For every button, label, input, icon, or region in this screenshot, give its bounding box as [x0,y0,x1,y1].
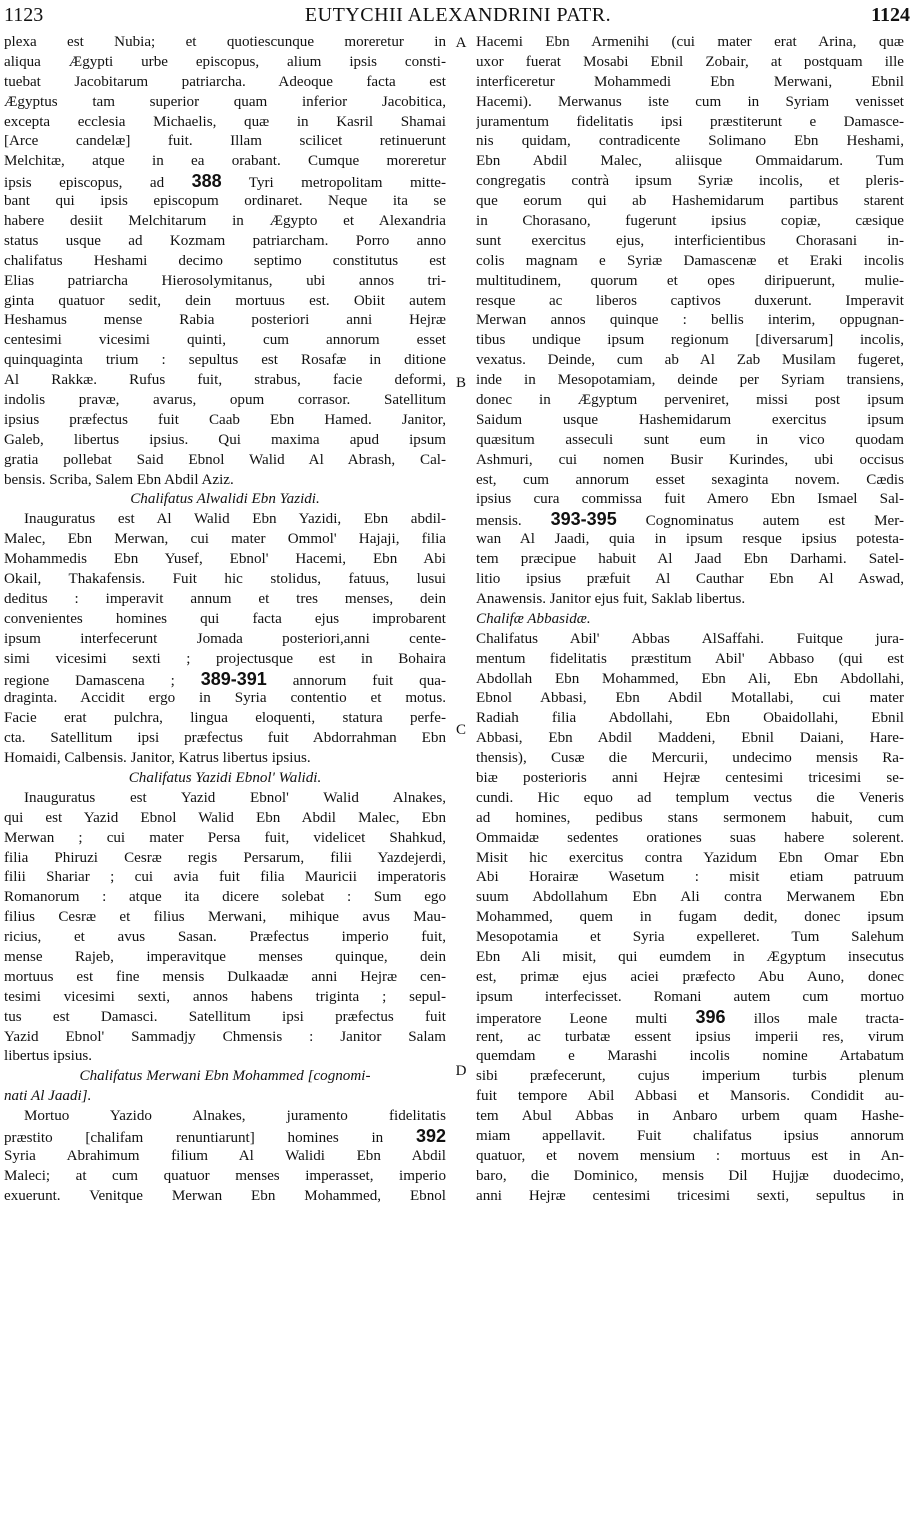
text-line: regione Damascena ; 389-391 annorum fuit qua- [4,669,446,689]
text-line: ginta quatuor sedit, dein mortuus est. Obiit autem [4,292,446,309]
text-line: Abi Horairæ Wasetum : misit etiam patruum [476,869,904,886]
text-line: quinquaginta trium : sepultus est Rosafæ in ditione [4,352,446,369]
text-line: Abdollah Ebn Mohammed, Ebn Ali, Ebn Abdollahi, [476,670,904,687]
text-line: quæsitum asseculi sunt eum in vico quodam [476,431,904,448]
text-line: Facie erat pulchra, lingua eloquenti, statura perfe- [4,710,446,727]
page-number-left: 1123 [4,4,44,26]
text-line: Mohammedis Ebn Yusef, Ebnol' Hacemi, Ebn Abi [4,551,446,568]
text-line: in Chorasano, fugerunt ipsius copiæ, cæsique [476,213,904,230]
text-line: est, cum annorum esset sexaginta novem. Cædis [476,471,904,488]
text-line: Merwan ; cui mater Persa fuit, videlicet Shahkud, [4,829,446,846]
margin-letter-d: D [455,1063,467,1079]
text-line: ipsum interfecerunt Jomada posteriori,anni cente- [4,630,446,647]
text-line: filii Shariar ; cui avia fuit filia Mauricii imperatoris [4,869,446,886]
text-line: tem præcipue habuit Al Jaad Ebn Darhami. Satel- [476,551,904,568]
text-line: bensis. Scriba, Salem Ebn Abdil Aziz. [4,471,234,488]
text-line: Ommaidæ sedentes orationes suas habere solerent. [476,829,904,846]
text-line: præstito [chalifam renuntiarunt] homines in 392 [4,1126,446,1146]
text-line: rent, ac turbatæ essent ipsius imperii res, virum [476,1028,904,1045]
text-line: excepta ecclesia Michaelis, quæ in Kasril Shamai [4,113,446,130]
text-line: filia Phiruzi Cesræ regis Persarum, filii Yazdejerdi, [4,849,446,866]
running-title: EUTYCHII ALEXANDRINI PATR. [304,4,612,26]
text-line: tus est Damasci. Satellitum ipsi præfectus fuit [4,1008,446,1025]
margin-letter-b: B [455,375,466,391]
text-line: tesimi vicesimi sexti, annos habens triginta ; sepul- [4,988,446,1005]
text-line: Homaidi, Calbensis. Janitor, Katrus libertus ipsius. [4,750,311,767]
text-line: draginta. Accidit ergo in Syria contentio et motus. [4,690,446,707]
text-line: imperatore Leone multi 396 illos male tracta- [476,1007,904,1027]
text-line: ipsis episcopus, ad 388 Tyri metropolitam mitte- [4,172,446,192]
text-line: vexatus. Deinde, cum ab Al Zab Musilam fugeret, [476,352,904,369]
text-line: chalifatus Heshami decimo septimo constitutus est [4,252,446,269]
text-line: qui est Yazid Ebnol Walid Ebn Abdil Malec, Ebn [4,809,446,826]
text-line: miam appellavit. Fuit chalifatus ipsius annorum [476,1127,904,1144]
column-marker: 393-395 [550,510,617,530]
text-line: Radiah filia Abdollahi, Ebn Obaidollahi, Ebnil [476,710,904,727]
text-line: anni Hejræ centesimi tricesimi sexti, sepultus in [476,1187,904,1204]
text-line: colis magnam e Syriæ Damascenæ et Eraki incolis [476,252,904,269]
text-line: multitudinem, quorum et opes diripuerunt, mulie- [476,272,904,289]
text-line: Chalifatus Abil' Abbas AlSaffahi. Fuitque jura- [476,630,904,647]
text-line: habere desiit Melchitarum in Ægypto et Alexandria [4,213,446,230]
text-line: ipsius cura commissa fuit Amero Ebn Ismael Sal- [476,491,904,508]
text-line: congregatis contrà ipsum Syriæ incolis, et pleris- [476,173,904,190]
text-line: mensis. 393-395 Cognominatus autem est Mer- [476,510,904,530]
column-marker: 389-391 [200,669,267,689]
text-line: Abbasi, Ebn Abdil Maddeni, Ebnil Daiani, Hare- [476,730,904,747]
text-line: cta. Satellitum ipsi præfectus fuit Abdorrahman Ebn [4,730,446,747]
margin-letter-a: A [455,35,467,51]
text-line: sibi præfecerunt, cujus imperium turbis plenum [476,1068,904,1085]
section-heading: Chalifæ Abbasidæ. [476,610,591,627]
text-line: bant qui ipsis episcopum ordinaret. Neque ita se [4,193,446,210]
text-line: centesimi vicesimi quinti, cum annorum esset [4,332,446,349]
text-line: tibus undique ipsum regionum [diversarum] incolis, [476,332,904,349]
text-line: est, primæ ejus aciei præfecto Abu Auno, donec [476,968,904,985]
text-line: ipsius præfectus fuit Caab Ebn Hamed. Janitor, [4,411,446,428]
page-number-right: 1124 [871,4,910,26]
text-line: mense Rajeb, imperavitque menses quinque, dein [4,948,446,965]
text-line: Malec, Ebn Merwan, cui mater Ommol' Hajaji, filia [4,531,446,548]
text-line: Ægyptus tam superior quam inferior Jacobitica, [4,93,446,110]
text-line: wan Al Jaadi, quia in ipsum resque ipsius potesta- [476,531,904,548]
text-line: Ebnol Abbasi, Ebn Abdil Motallabi, cui mater [476,690,904,707]
text-line: cundi. Hic equo ad templum vectus die Veneris [476,789,904,806]
text-line: biæ posterioris anni Hejræ centesimi tricesimi se- [476,769,904,786]
text-line: Merwan annos quinque : bellis interim, oppugnan- [476,312,904,329]
section-heading: nati Al Jaadi]. [4,1088,92,1105]
text-line: convenientes homines qui facta ejus improbarent [4,610,446,627]
text-line: nis quidam, contradicente Solimano Ebn Heshami, [476,133,904,150]
text-line: uxor fuerat Mosabi Ebnil Zobair, at postquam ille [476,53,904,70]
text-line: mortuus est fine mensis Dulkaadæ anni Hejræ cen- [4,968,446,985]
right-column [476,33,904,1207]
section-heading: Chalifatus Merwani Ebn Mohammed [cognomi- [79,1068,371,1085]
text-line: mentum fidelitatis præstitum Abil' Abbaso (qui est [476,650,904,667]
text-line: Yazid Ebnol' Sammadjy Chmensis : Janitor Salam [4,1028,446,1045]
text-line: Inauguratus est Yazid Ebnol' Walid Alnakes, [24,789,446,806]
text-line: ipsum interfecisset. Romani autem cum mortuo [476,988,904,1005]
text-line: Misit hic exercitus contra Yazidum Ebn Omar Ebn [476,849,904,866]
text-line: Mesopotamia et Syria expelleret. Tum Salehum [476,929,904,946]
text-line: indolis pravæ, avarus, opum corrasor. Satellitum [4,392,446,409]
text-line: filius Cesræ et filius Merwani, mihique avus Mau- [4,909,446,926]
text-line: status usque ad Kozmam patriarcham. Porro anno [4,232,446,249]
text-line: ad homines, pedibus stans sermonem habuit, cum [476,809,904,826]
text-line: baro, die Dominico, mensis Dil Hujjæ duodecimo, [476,1167,904,1184]
left-column [4,33,446,1207]
text-line: Heshamus mense Rabia posteriori anni Hejræ [4,312,446,329]
text-line: tuebat Jacobitarum patriarcha. Adeoque facta est [4,73,446,90]
text-line: Maleci; at cum quatuor menses imperasset, imperio [4,1167,446,1184]
text-line: fuit tempore Abil Abbasi et Mansoris. Condidit au- [476,1088,904,1105]
text-line: Syria Abrahimum filium Al Walidi Ebn Abdil [4,1147,446,1164]
text-line: Saidum usque Hashemidarum exercitus ipsum [476,411,904,428]
text-line: exuerunt. Venitque Merwan Ebn Mohammed, Ebnol [4,1187,446,1204]
text-line: inde in Mesopotamiam, deinde per Syriam transiens, [476,372,904,389]
text-line: tem Abul Abbas in Anbaro urbem quam Hashe- [476,1108,904,1125]
text-line: gratia pollebat Said Ebnol Walid Al Abrash, Cal- [4,451,446,468]
text-line: Inauguratus est Al Walid Ebn Yazidi, Ebn abdil- [24,511,446,528]
running-header [0,2,916,30]
text-line: Hacemi Ebn Armenihi (cui mater erat Arina, quæ [476,34,904,50]
text-line: Melchitæ, atque in ea orabant. Cumque moreretur [4,153,446,170]
text-line: Galeb, libertus ipsius. Qui maxima apud ipsum [4,431,446,448]
text-line: Hacemi). Merwanus iste cum in Syriam venisset [476,93,904,110]
text-line: Ashmuri, cui nomen Busir Kurindes, ubi occisus [476,451,904,468]
text-line: Ebn Ali misit, qui eumdem in Ægyptum insecutus [476,948,904,965]
text-line: libertus ipsius. [4,1048,93,1065]
text-line: quatuor, et novem mensium : mortuus est in An- [476,1147,904,1164]
margin-letter-c: C [455,722,466,738]
text-line: Okail, Thakafensis. Fuit hic stolidus, fatuus, lusui [4,571,446,588]
text-line: Elias patriarcha Hierosolymitanus, ubi annos tri- [4,272,446,289]
section-heading: Chalifatus Yazidi Ebnol' Walidi. [128,769,322,786]
text-line: Al Rakkæ. Rufus fuit, strabus, facie deformi, [4,372,446,389]
text-line: suum Abdollahum Ebn Ali contra Merwanem Ebn [476,889,904,906]
text-line: thensis), Cusæ die Mercurii, undecimo mensis Ra- [476,750,904,767]
text-line: Mohammed, quem in fugam dedit, donec ipsum [476,909,904,926]
text-line: que eorum qui ab Hashemidarum partibus starent [476,193,904,210]
text-line: ricius, et avus Sasan. Præfectus imperio fuit, [4,929,446,946]
column-marker: 392 [415,1126,446,1146]
section-heading: Chalifatus Alwalidi Ebn Yazidi. [130,491,320,508]
text-line: simi vicesimi sexti ; projectusque est in Bohaira [4,650,446,667]
text-line: aliqua Ægypti urbe episcopus, alium ipsis consti- [4,53,446,70]
column-marker: 396 [695,1007,726,1027]
text-line: quemdam e Marashi incolis nomine Artabatum [476,1048,904,1065]
text-line: Mortuo Yazido Alnakes, juramento fidelitatis [24,1108,446,1125]
text-line: juramentum fidelitatis ipsi præstiterunt e Damasce- [476,113,904,130]
text-line: plexa est Nubia; et quotiescunque moreretur in [4,34,446,50]
column-marker: 388 [191,172,222,192]
text-line: litio ipsius præfuit Al Cauthar Ebn Al Aswad, [476,571,904,588]
text-line: sunt exercitus ejus, interficientibus Chorasani in- [476,232,904,249]
text-line: [Arce candelæ] fuit. Illam scilicet retinuerunt [4,133,446,150]
text-line: Anawensis. Janitor ejus fuit, Saklab libertus. [476,590,746,607]
text-line: deditus : imperavit annum et tres menses, dein [4,590,446,607]
text-line: Romanorum : atque ita dicere solebat : Sum ego [4,889,446,906]
text-line: donec in Ægyptum perveniret, missi post ipsum [476,392,904,409]
text-line: Ebn Abdil Malec, aliisque Ommaidarum. Tum [476,153,904,170]
text-line: resque ac liberos captivos duxerunt. Imperavit [476,292,904,309]
text-line: interficeretur Mohammedi Ebn Merwani, Ebnil [476,73,904,90]
